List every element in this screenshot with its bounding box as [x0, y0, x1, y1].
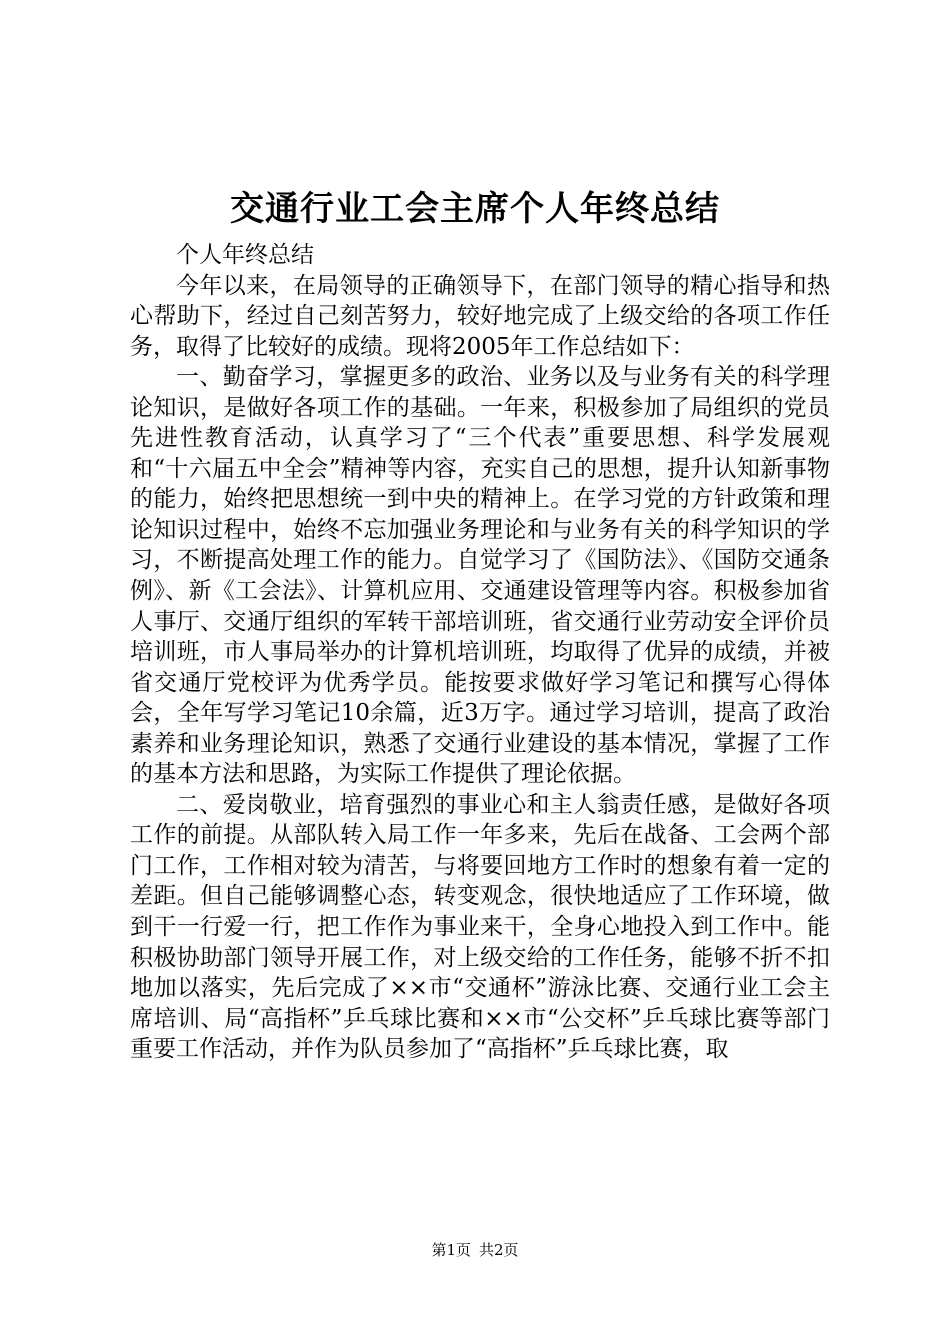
paragraph-section-2: 二、爱岗敬业，培育强烈的事业心和主人翁责任感，是做好各项工作的前提。从部队转入局工作一年多来，先后在战备、工会两个部门工作，工作相对较为清苦，与将要回地方工作时的想象有着一定的差距。但自己能够调整心态，转变观念，很快地适应了工作环境，做到干一行爱一行，把工作作为事业来干，全身心地投入到工作中。能积极协助部门领导开展工作，对上级交给的工作任务，能够不折不扣地加以落实，先后完成了××市“交通杯”游泳比赛、交通行业工会主席培训、局“高指杯”乒乓球比赛和××市“公交杯”乒乓球比赛等部门重要工作活动，并作为队员参加了“高指杯”乒乓球比赛，取 [130, 791, 830, 1063]
page-footer [0, 1240, 950, 1260]
page-number: 第1页 [431, 1241, 471, 1259]
paragraph-subtitle: 个人年终总结 [176, 242, 314, 268]
document-body [130, 240, 830, 1065]
paragraph-section-1: 一、勤奋学习，掌握更多的政治、业务以及与业务有关的科学理论知识，是做好各项工作的基础。一年来，积极参加了局组织的党员先进性教育活动，认真学习了“三个代表”重要思想、科学发展观和“十六届五中全会”精神等内容，充实自己的思想，提升认知新事物的能力，始终把思想统一到中央的精神上。在学习党的方针政策和理论知识过程中，始终不忘加强业务理论和与业务有关的科学知识的学习，不断提高处理工作的能力。自觉学习了《国防法》、《国防交通条例》、新《工会法》、计算机应用、交通建设管理等内容。积极参加省人事厅、交通厅组织的军转干部培训班，省交通行业劳动安全评价员培训班，市人事局举办的计算机培训班，均取得了优异的成绩，并被省交通厅党校评为优秀学员。能按要求做好学习笔记和撰写心得体会，全年写学习笔记10余篇，近3万字。通过学习培训，提高了政治素养和业务理论知识，熟悉了交通行业建设的基本情况，掌握了工作的基本方法和思路，为实际工作提供了理论依据。 [130, 364, 830, 788]
document-title: 交通行业工会主席个人年终总结 [230, 189, 720, 229]
paragraph-intro: 今年以来，在局领导的正确领导下，在部门领导的精心指导和热心帮助下，经过自己刻苦努力，较好地完成了上级交给的各项工作任务，取得了比较好的成绩。现将2005年工作总结如下： [130, 272, 830, 360]
page-total: 共2页 [479, 1241, 519, 1259]
